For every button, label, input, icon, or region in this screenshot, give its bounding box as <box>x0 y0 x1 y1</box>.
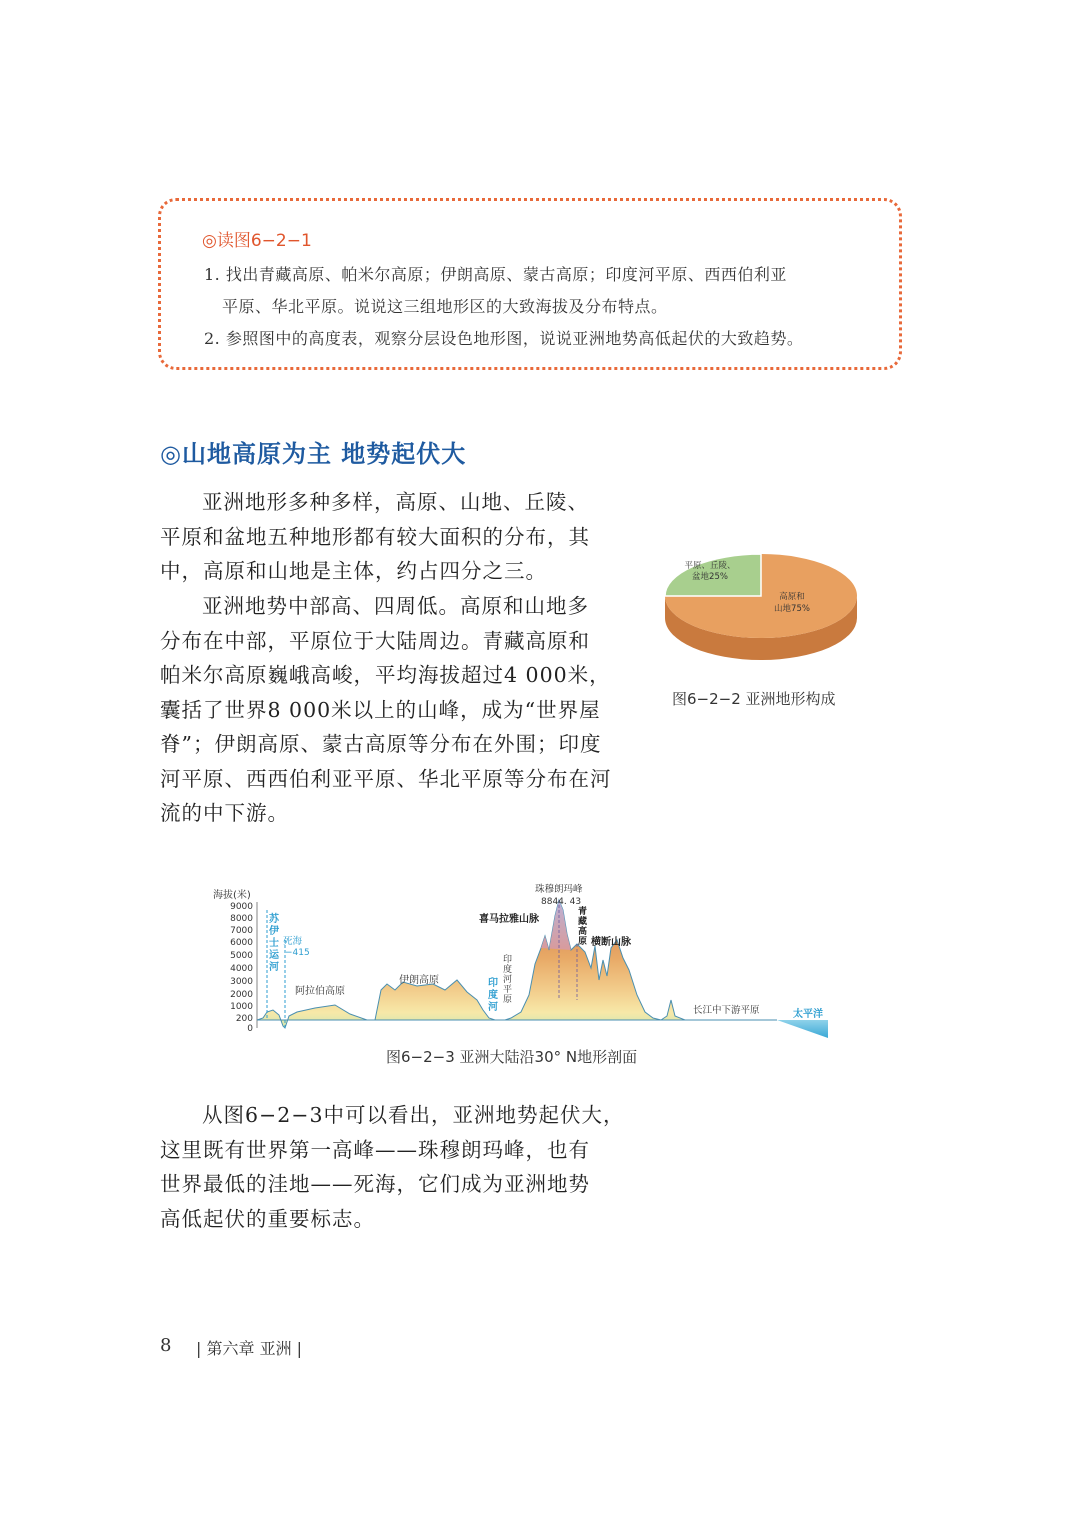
reading-item-2: 2. 参照图中的高度表，观察分层设色地形图，说说亚洲地势高低起伏的大致趋势。 <box>204 329 804 348</box>
para-line: 帕米尔高原巍峨高峻，平均海拔超过4 000米， <box>160 663 611 687</box>
y-tick-label: 3000 <box>230 977 253 987</box>
y-tick-label: 9000 <box>230 902 253 912</box>
dead-sea-depth: −415 <box>285 948 310 958</box>
indus-plain-label-char: 印 <box>503 955 513 965</box>
para-line: 平原和盆地五种地形都有较大面积的分布，其 <box>160 524 590 549</box>
para-line: 流的中下游。 <box>160 801 289 825</box>
reading-item-1: 1. 找出青藏高原、帕米尔高原；伊朗高原、蒙古高原；印度河平原、西西伯利亚 <box>204 265 787 284</box>
paragraph-relief <box>160 1098 624 1236</box>
terrain-profile-30n <box>205 880 835 1045</box>
para-line: 分布在中部，平原位于大陆周边。青藏高原和 <box>160 628 590 653</box>
tibet-plateau-label-char: 高 <box>578 927 588 937</box>
y-tick-label: 200 <box>235 1014 253 1024</box>
himalaya-label: 喜马拉雅山脉 <box>479 914 539 925</box>
para-line: 中，高原和山地是主体，约占四分之三。 <box>160 559 547 583</box>
terrain-composition-pie <box>656 548 866 678</box>
indus-river-label <box>488 976 498 1013</box>
reading-item-1-continued: 平原、华北平原。说说这三组地形区的大致海拔及分布特点。 <box>222 297 668 316</box>
everest-label: 珠穆朗玛峰 <box>535 884 583 895</box>
para-line: 亚洲地势中部高、四周低。高原和山地多 <box>202 594 589 618</box>
pacific-label: 太平洋 <box>793 1009 823 1020</box>
chapter-label: | 第六章 亚洲 | <box>196 1339 303 1358</box>
yangtze-plain-label: 长江中下游平原 <box>693 1005 760 1016</box>
hengduan-label: 横断山脉 <box>591 937 631 948</box>
indus-plain-label-char: 原 <box>503 995 513 1005</box>
suez-label <box>269 912 280 973</box>
suez-label-5: 河 <box>269 962 279 973</box>
para-line: 亚洲地形多种多样，高原、山地、丘陵、 <box>202 490 589 514</box>
suez-label-4: 运 <box>269 950 279 961</box>
indus-plain-label-char: 度 <box>503 965 513 975</box>
pacific-sea <box>777 1020 828 1038</box>
everest-height: 8844. 43 <box>541 897 582 907</box>
y-tick-label: 4000 <box>230 964 253 974</box>
indus-river-label-char: 河 <box>488 1002 498 1013</box>
para-line: 囊括了世界8 000米以上的山峰，成为“世界屋 <box>160 697 601 722</box>
suez-label-2: 伊 <box>269 926 279 937</box>
arabian-plateau-label: 阿拉伯高原 <box>295 986 345 997</box>
indus-plain-label-char: 平 <box>503 985 513 995</box>
para-line: 从图6−2−3中可以看出，亚洲地势起伏大， <box>202 1103 625 1127</box>
dead-sea-label: 死海 <box>283 936 303 947</box>
y-tick-label: 2000 <box>230 990 253 1000</box>
para-line: 这里既有世界第一高峰——珠穆朗玛峰，也有 <box>160 1137 590 1162</box>
y-tick-label: 0 <box>247 1024 253 1034</box>
indus-river-label-char: 印 <box>488 978 498 989</box>
suez-label-1: 苏 <box>269 914 279 925</box>
tibet-plateau-label-char: 藏 <box>578 917 588 927</box>
indus-plain-label-char: 河 <box>503 975 513 985</box>
y-tick-label: 6000 <box>230 938 253 948</box>
suez-label-3: 士 <box>269 938 279 949</box>
pie-label-plateau-2: 山地75% <box>774 604 810 614</box>
reading-box-title: ◎读图6−2−1 <box>202 231 312 251</box>
pie-label-plateau-1: 高原和 <box>779 592 805 602</box>
pie-label-plain-2: 盆地25% <box>692 572 728 582</box>
y-tick-label: 5000 <box>230 951 253 961</box>
y-axis-label: 海拔(米) <box>213 890 251 901</box>
indus-plain-label <box>503 953 512 1005</box>
y-tick-label: 8000 <box>230 914 253 924</box>
page-number: 8 <box>160 1335 172 1356</box>
y-tick-label: 1000 <box>230 1002 253 1012</box>
profile-caption: 图6−2−3 亚洲大陆沿30° N地形剖面 <box>386 1048 638 1066</box>
everest-peak-highlight <box>541 900 571 950</box>
indus-river-label-char: 度 <box>488 990 498 1001</box>
pie-label-plain-1: 平原、丘陵、 <box>684 561 736 571</box>
y-tick-label: 7000 <box>230 926 253 936</box>
tibet-plateau-label-char: 青 <box>578 907 588 917</box>
iranian-plateau-label: 伊朗高原 <box>399 975 439 986</box>
para-line: 河平原、西西伯利亚平原、华北平原等分布在河 <box>160 766 612 791</box>
tibet-plateau-label <box>578 905 587 947</box>
tibet-plateau-label-char: 原 <box>578 937 588 947</box>
para-line: 高低起伏的重要标志。 <box>160 1206 375 1231</box>
y-axis-ticks <box>230 902 253 1034</box>
section-title: ◎山地高原为主 地势起伏大 <box>160 440 467 468</box>
pie-caption: 图6−2−2 亚洲地形构成 <box>672 690 836 708</box>
paragraph-terrain-distribution <box>160 589 612 831</box>
para-line: 脊”；伊朗高原、蒙古高原等分布在外围；印度 <box>160 732 602 756</box>
para-line: 世界最低的洼地——死海，它们成为亚洲地势 <box>160 1172 590 1196</box>
paragraph-terrain-types <box>160 485 590 589</box>
